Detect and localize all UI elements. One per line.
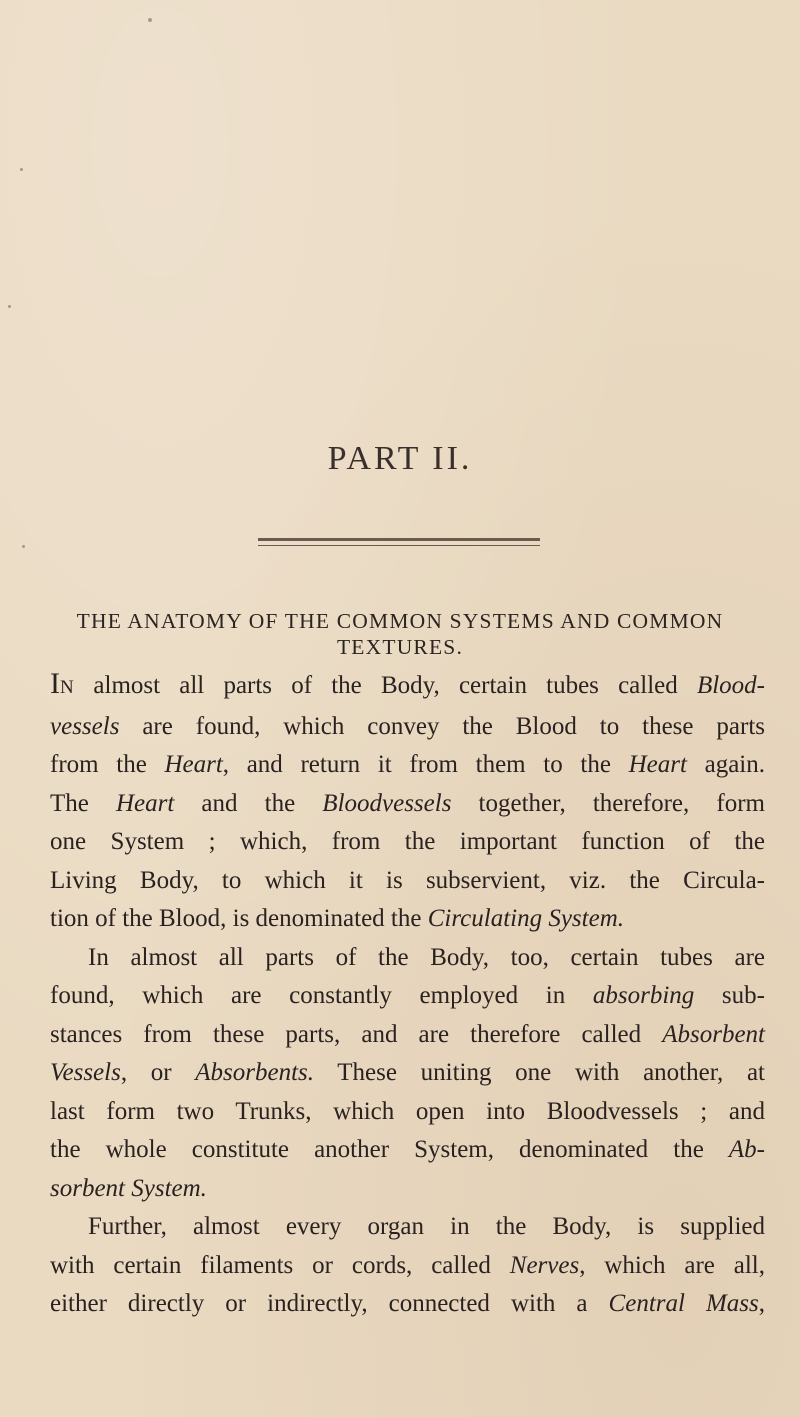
text-line: Living Body, to which it is subservient, viz. the Circula-: [50, 866, 765, 894]
text-line: tion of the Blood, is denominated the Circulating System.: [50, 905, 625, 932]
heading-rule-thick: [258, 538, 540, 541]
text-line: the whole constitute another System, denominated the Ab-: [50, 1136, 765, 1163]
paper-speck: [22, 545, 25, 548]
text-line: The Heart and the Bloodvessels together, therefore, form: [50, 789, 765, 817]
chapter-title-line-1: THE ANATOMY OF THE COMMON SYSTEMS AND COMMON: [76, 609, 724, 633]
text-line: Vessels, or Absorbents. These uniting one with another, at: [50, 1059, 766, 1086]
text-line: sorbent System.: [50, 1174, 207, 1202]
text-line: IN almost all parts of the Body, certain tubes called Blood-: [50, 667, 765, 700]
text-line: vessels are found, which convey the Blood to these parts: [50, 712, 765, 740]
part-heading: PART II.: [327, 440, 473, 477]
text-line: Further, almost every organ in the Body, is supplied: [88, 1213, 765, 1240]
text-line: found, which are constantly employed in absorbing sub-: [50, 982, 765, 1009]
text-line: In almost all parts of the Body, too, certain tubes are: [88, 943, 765, 971]
paper-speck: [20, 168, 23, 171]
text-line: either directly or indirectly, connected with a Central Mass,: [50, 1290, 765, 1317]
text-line: one System ; which, from the important function of the: [50, 828, 765, 855]
body-text: [50, 665, 765, 1324]
text-line: with certain filaments or cords, called Nerves, which are all,: [50, 1251, 765, 1279]
chapter-title: [20, 608, 780, 660]
paper-speck: [8, 305, 11, 308]
text-line: stances from these parts, and are therefore called Absorbent: [50, 1020, 765, 1048]
text-line: last form two Trunks, which open into Bloodvessels ; and: [50, 1097, 765, 1125]
heading-rule-thin: [258, 545, 540, 546]
paper-speck: [148, 18, 152, 22]
text-line: from the Heart, and return it from them to the Heart again.: [50, 751, 765, 778]
chapter-title-line-2: TEXTURES.: [336, 635, 464, 659]
